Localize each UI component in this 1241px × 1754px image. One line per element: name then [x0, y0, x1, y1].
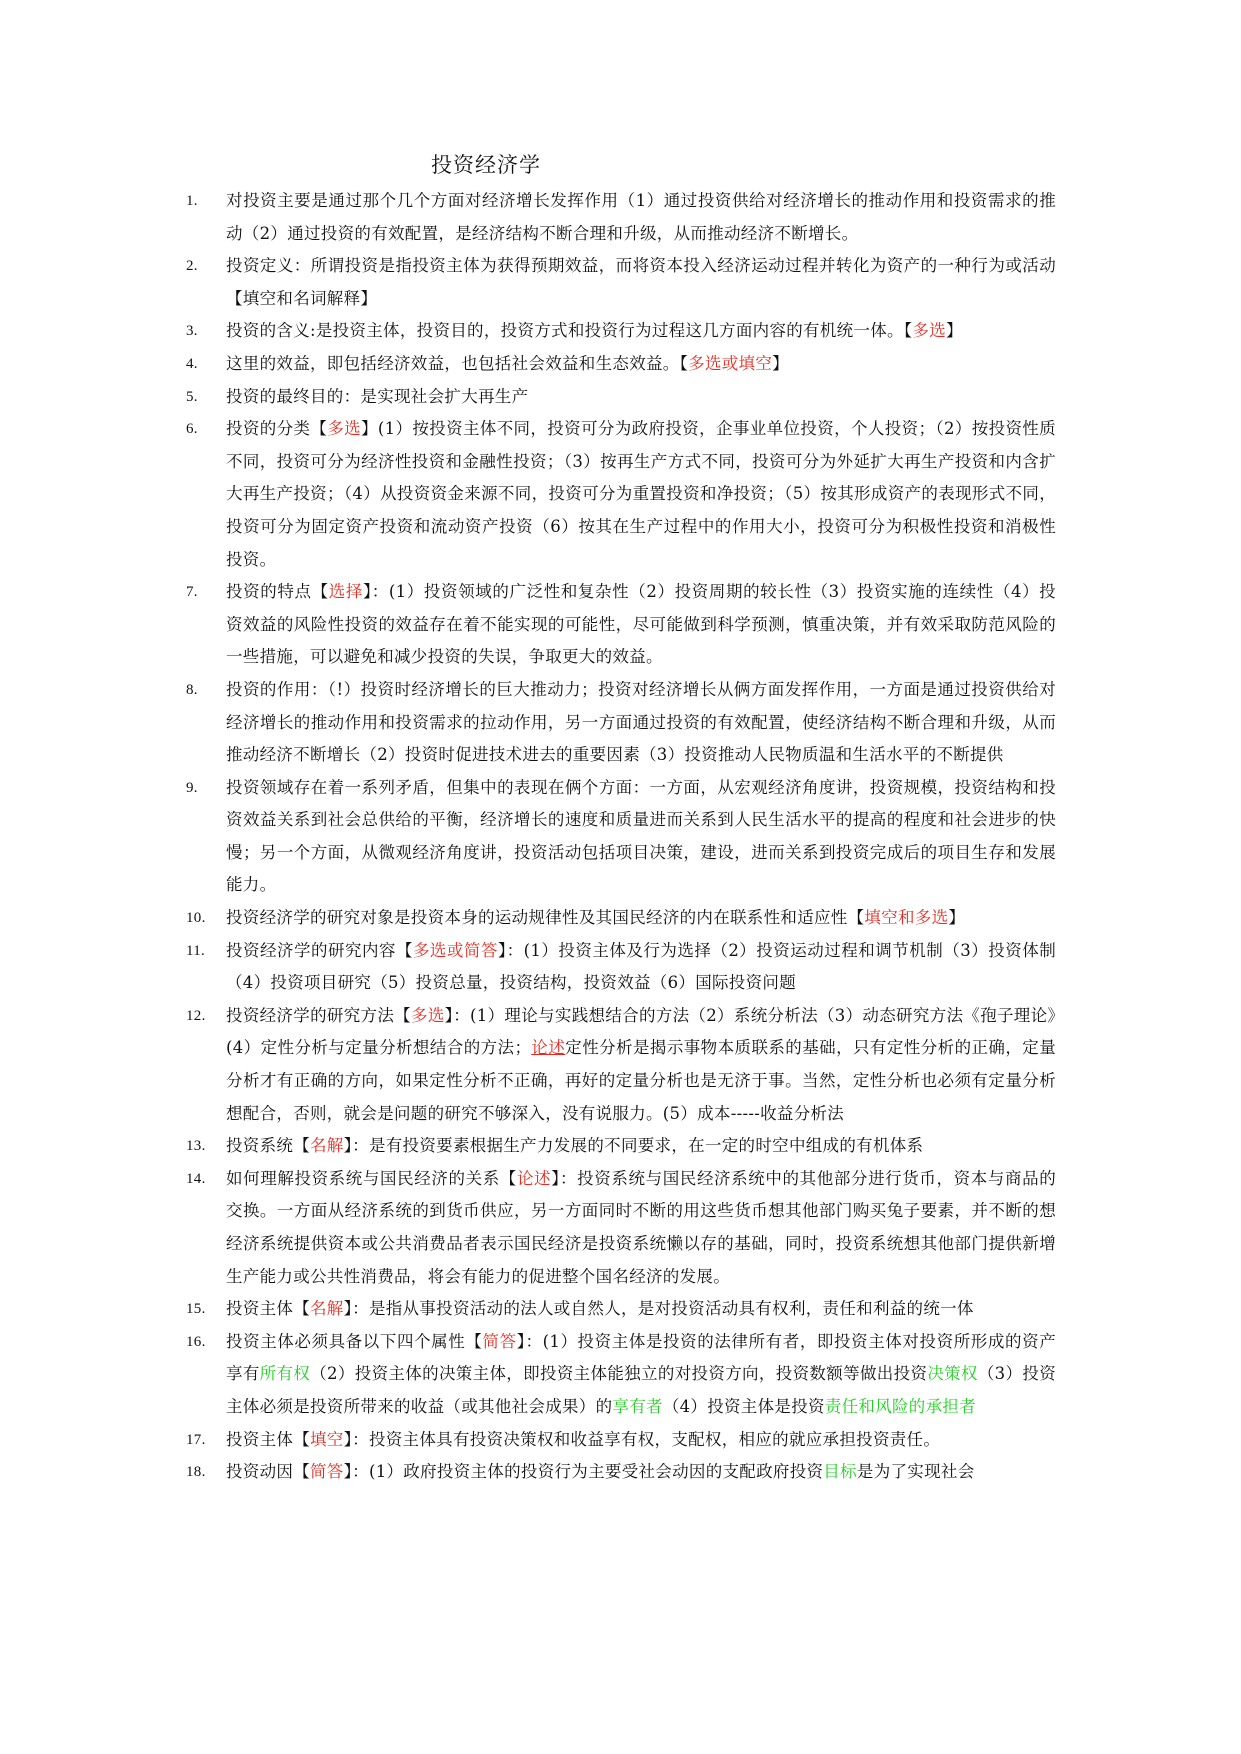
- list-item: [186, 935, 1056, 1000]
- item-text: 】：(1）投资主体是投资的法律所有者，即投资主体对投资所形成的资产享有: [226, 1331, 1056, 1384]
- document-title: 投资经济学: [431, 153, 541, 177]
- highlight-term: 所有权: [259, 1364, 311, 1384]
- item-number: 5.: [186, 388, 198, 405]
- item-number: 2.: [186, 258, 198, 275]
- item-text: 】: [772, 353, 789, 373]
- item-text: 投资的作用：（!）投资时经济增长的巨大推动力；投资对经济增长从俩方面发挥作用，一方面是通过投资供给对经济增长的推动作用和投资需求的拉动作用，另一方面通过投资的有效配置，使经济结构不断合理和升级，从而推动经济不断增长（2）投资时促进技术进去的重要因素（3）投资推动人民物质温和生活水平的不断提供: [226, 679, 1056, 765]
- question-type-tag: 多选: [912, 321, 947, 341]
- item-text: 】：(1）政府投资主体的投资行为主要受社会动因的支配政府投资: [343, 1462, 824, 1482]
- item-number: 13.: [186, 1138, 206, 1155]
- list-item: [186, 315, 1056, 348]
- item-number: 6.: [186, 421, 198, 438]
- list-item: [186, 902, 1056, 935]
- question-type-tag: 论述: [516, 1168, 552, 1188]
- item-text: 这里的效益，即包括经济效益，也包括社会效益和生态效益。【: [226, 353, 689, 373]
- item-text: 投资经济学的研究对象是投资本身的运动规律性及其国民经济的内在联系性和适应性【: [226, 908, 865, 928]
- numbered-list: [186, 185, 1056, 1489]
- question-type-tag: 名解: [310, 1299, 344, 1319]
- highlight-term: 目标: [823, 1462, 857, 1482]
- item-text: 投资经济学的研究内容【: [226, 940, 413, 960]
- item-text: （2）投资主体的决策主体，即投资主体能独立的对投资方向，投资数额等做出投资: [310, 1364, 928, 1384]
- list-item: [186, 413, 1056, 576]
- list-item: [186, 1293, 1056, 1326]
- item-number: 11.: [186, 942, 206, 959]
- item-text: 投资动因【: [226, 1462, 310, 1482]
- item-number: 1.: [186, 193, 198, 209]
- item-number: 7.: [186, 584, 198, 601]
- item-text: 投资主体【: [226, 1429, 310, 1449]
- item-text: 投资系统【: [226, 1136, 310, 1156]
- question-type-tag: 简答: [310, 1462, 344, 1482]
- question-type-tag: 论述: [531, 1038, 566, 1058]
- question-type-tag: 多选或简答: [412, 940, 498, 960]
- item-number: 16.: [186, 1333, 206, 1350]
- item-text: 投资定义：所谓投资是指投资主体为获得预期效益，而将资本投入经济运动过程并转化为资产的一种行为或活动【填空和名词解释】: [226, 256, 1056, 308]
- item-number: 12.: [186, 1007, 206, 1024]
- item-text: 是为了实现社会: [856, 1462, 975, 1482]
- item-text: 对投资主要是通过那个几个方面对经济增长发挥作用（1）通过投资供给对经济增长的推动作用和投资需求的推动（2）通过投资的有效配置，是经济结构不断合理和升级，从而推动经济不断增长。: [226, 191, 1056, 243]
- item-text: 】：投资系统与国民经济系统中的其他部分进行货币，资本与商品的交换。一方面从经济系统的到货币供应，另一方面同时不断的用这些货币想其他部门购买兔子要素，并不断的想经济系统提供资本或公共消费品者表示国民经济是投资系统懒以存的基础，同时，投资系统想其他部门提供新增生产能力或公共性消费品，将会有能力的促进整个国名经济的发展。: [226, 1168, 1057, 1286]
- item-number: 17.: [186, 1431, 206, 1448]
- question-type-tag: 选择: [328, 582, 363, 602]
- highlight-term: 享有者: [612, 1396, 663, 1416]
- item-text: 】：是有投资要素根据生产力发展的不同要求，在一定的时空中组成的有机体系: [343, 1136, 924, 1156]
- item-text: 】：(1）投资领域的广泛性和复杂性（2）投资周期的较长性（3）投资实施的连续性（4）投资效益的风险性投资的效益存在着不能实现的可能性，尽可能做到科学预测，慎重决策，并有效采取防范风险的一些措施，可以避免和减少投资的失误，争取更大的效益。: [226, 582, 1056, 667]
- question-type-tag: 多选或填空: [688, 353, 773, 373]
- list-item: [186, 1130, 1056, 1163]
- list-item: [186, 1424, 1056, 1457]
- item-number: 18.: [186, 1464, 206, 1481]
- list-item: [186, 1163, 1056, 1293]
- highlight-term: 决策权: [927, 1364, 978, 1384]
- item-text: 】: [946, 321, 963, 341]
- list-item: [186, 674, 1056, 772]
- item-number: 3.: [186, 323, 198, 340]
- item-text: 】：投资主体具有投资决策权和收益享有权，支配权，相应的就应承担投资责任。: [343, 1429, 941, 1449]
- list-item: [186, 348, 1056, 381]
- item-text: （4）投资主体是投资: [662, 1396, 825, 1416]
- item-text: 投资的含义:是投资主体，投资目的，投资方式和投资行为过程这几方面内容的有机统一体。【: [226, 321, 913, 341]
- list-item: [186, 250, 1056, 315]
- question-type-tag: 简答: [482, 1331, 517, 1351]
- item-text: 投资经济学的研究方法【: [226, 1005, 412, 1025]
- list-item: [186, 576, 1056, 674]
- item-number: 4.: [186, 355, 198, 372]
- item-text: 】：是指从事投资活动的法人或自然人，是对投资活动具有权利，责任和利益的统一体: [343, 1299, 974, 1319]
- list-item: [186, 185, 1056, 250]
- item-text: 投资主体必须具备以下四个属性【: [226, 1331, 483, 1351]
- list-item: [186, 772, 1056, 902]
- item-text: （3）投资主体必须是投资所带来的收益（或其他社会成果）的: [226, 1364, 1057, 1416]
- question-type-tag: 多选: [327, 419, 361, 439]
- item-text: 如何理解投资系统与国民经济的关系【: [226, 1168, 517, 1188]
- item-text: 投资主体【: [226, 1299, 310, 1319]
- item-text: 定性分析是揭示事物本质联系的基础，只有定性分析的正确，定量分析才有正确的方向，如果定性分析不正确，再好的定量分析也是无济于事。当然，定性分析也必须有定量分析想配合，否则，就会是问题的研究不够深入，没有说服力。(5）成本-----收益分析法: [226, 1038, 1056, 1123]
- list-item: [186, 1326, 1056, 1424]
- item-number: 14.: [186, 1170, 206, 1187]
- list-item: [186, 1000, 1056, 1130]
- list-item: [186, 1456, 1056, 1489]
- question-type-tag: 填空和多选: [864, 908, 949, 928]
- item-text: 】：(1）投资主体及行为选择（2）投资运动过程和调节机制（3）投资体制（4）投资项目研究（5）投资总量，投资结构，投资效益（6）国际投资问题: [226, 940, 1057, 993]
- item-number: 10.: [186, 910, 206, 927]
- item-text: 】(1）按投资主体不同，投资可分为政府投资，企事业单位投资，个人投资；（2）按投资性质不同，投资可分为经济性投资和金融性投资；（3）按再生产方式不同，投资可分为外延扩大再生产投资和内含扩大再生产投资；（4）从投资资金来源不同，投资可分为重置投资和净投资；（5）按其形成资产的表现形式不同，投资可分为固定资产投资和流动资产投资（6）按其在生产过程中的作用大小，投资可分为积极性投资和消极性投资。: [226, 419, 1056, 569]
- item-text: 投资的最终目的：是实现社会扩大再生产: [226, 386, 529, 406]
- question-type-tag: 填空: [310, 1429, 344, 1449]
- item-number: 15.: [186, 1301, 206, 1318]
- item-number: 8.: [186, 681, 198, 698]
- item-text: 投资的分类【: [226, 419, 328, 439]
- item-text: 投资领域存在着一系列矛盾，但集中的表现在俩个方面：一方面，从宏观经济角度讲，投资规模，投资结构和投资效益关系到社会总供给的平衡，经济增长的速度和质量进而关系到人民生活水平的提高的程度和社会进步的快慢；另一个方面，从微观经济角度讲，投资活动包括项目决策，建设，进而关系到投资完成后的项目生存和发展能力。: [226, 777, 1056, 895]
- item-text: 】: [948, 908, 966, 928]
- list-item: [186, 381, 1056, 414]
- item-text: 】：(1）理论与实践想结合的方法（2）系统分析法（3）动态研究方法《孢子理论》(4）定性分析与定量分析想结合的方法；: [226, 1005, 1056, 1058]
- question-type-tag: 名解: [310, 1136, 344, 1156]
- question-type-tag: 多选: [411, 1005, 445, 1025]
- highlight-term: 责任和风险的承担者: [824, 1396, 977, 1416]
- item-number: 9.: [186, 779, 198, 796]
- item-text: 投资的特点【: [226, 582, 329, 602]
